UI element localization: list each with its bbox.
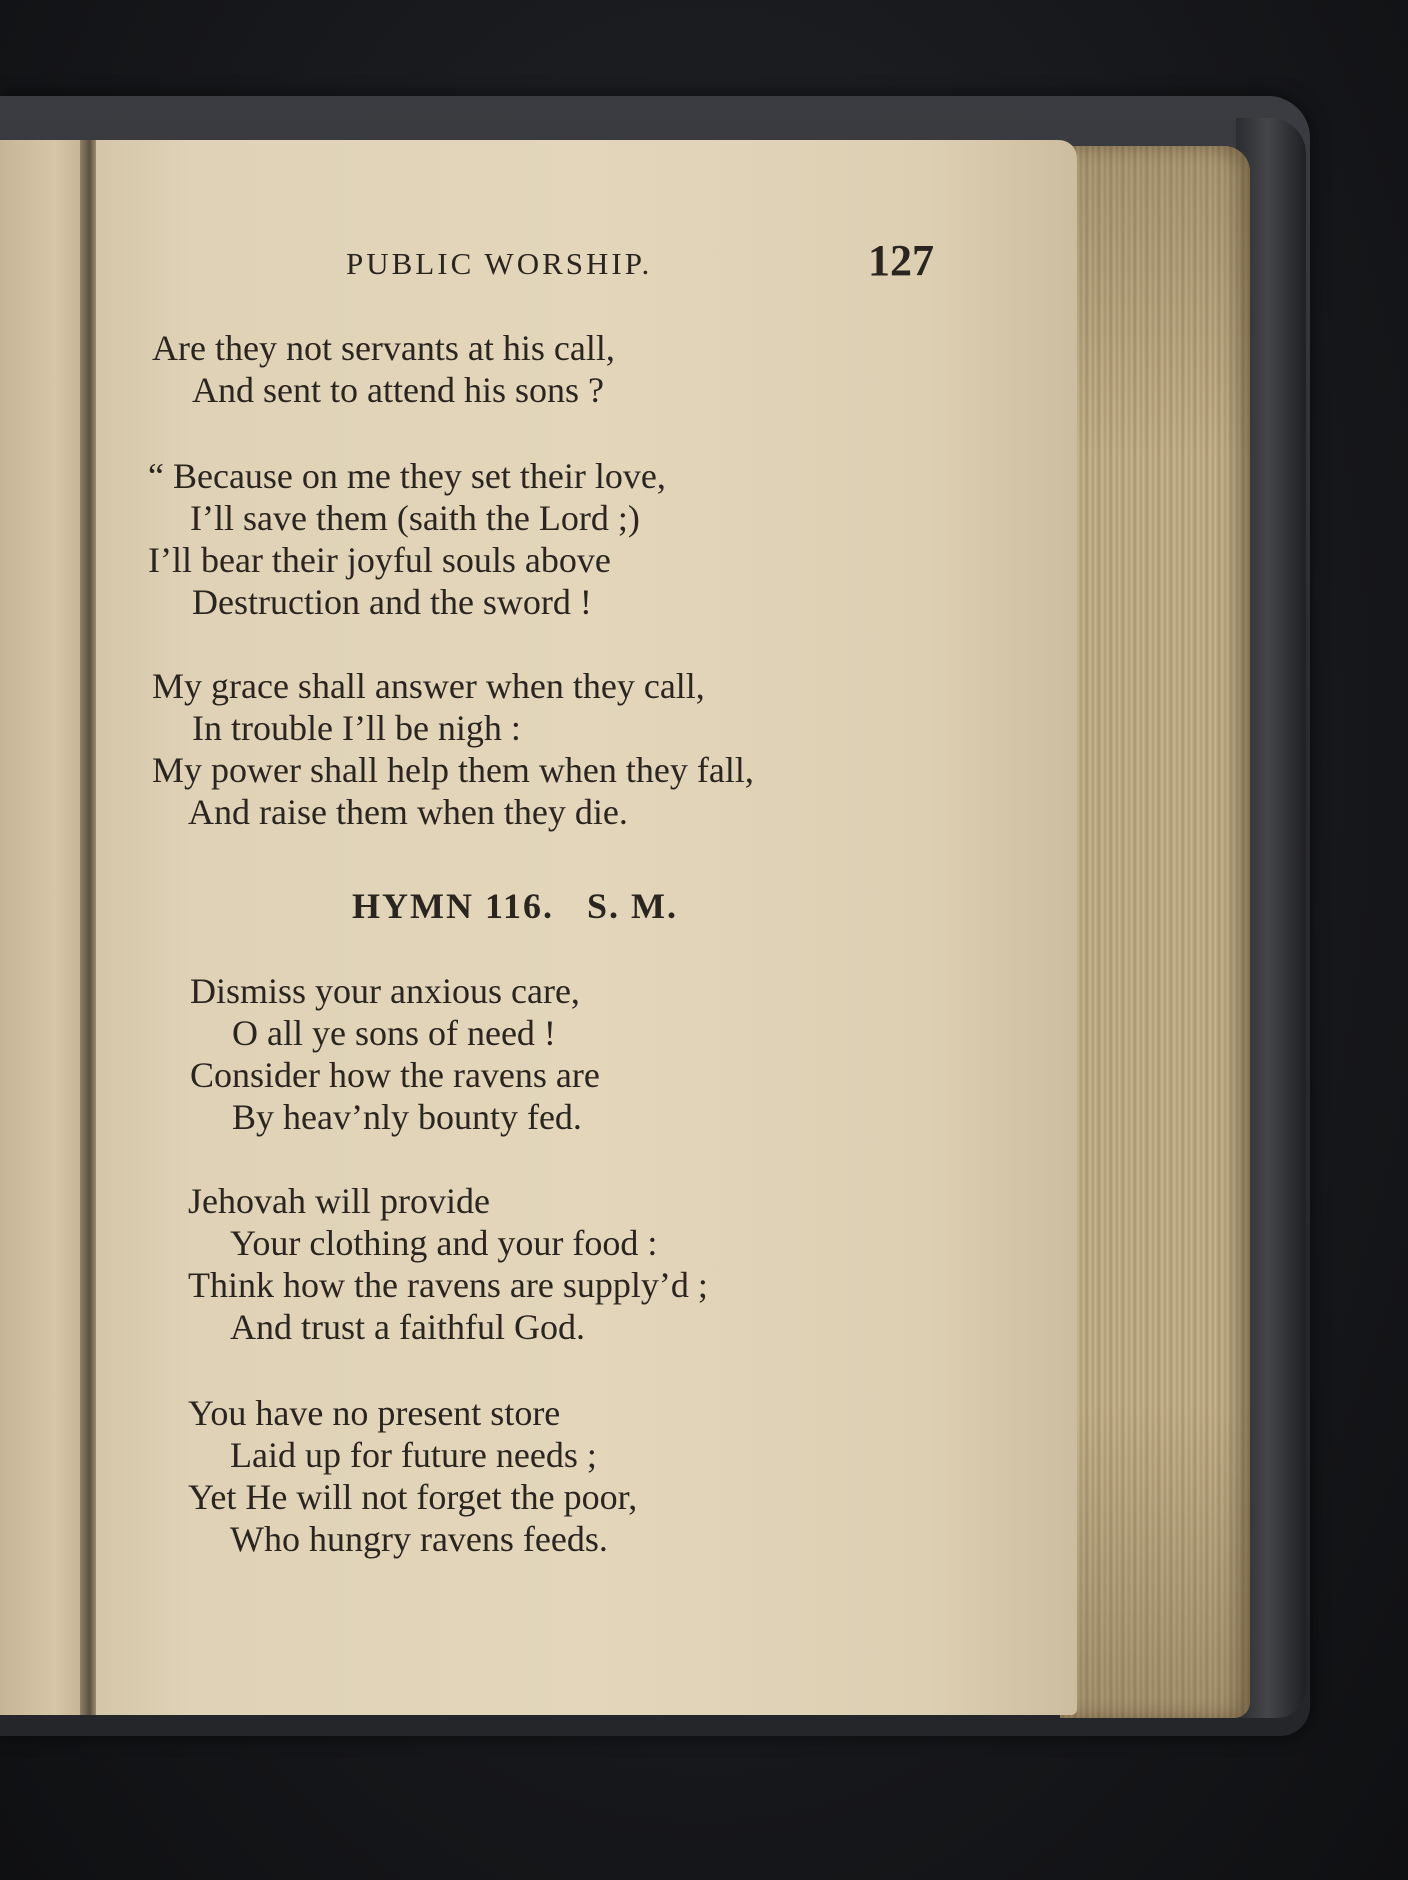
verse-line: And trust a faithful God. — [230, 1307, 585, 1347]
left-page — [0, 140, 92, 1715]
verse-line: Consider how the ravens are — [190, 1055, 600, 1095]
verse-line: In trouble I’ll be nigh : — [192, 708, 521, 748]
verse-line: Your clothing and your food : — [230, 1223, 658, 1263]
verse-line: You have no present store — [188, 1393, 561, 1433]
book-gutter — [80, 140, 96, 1715]
running-head: PUBLIC WORSHIP. — [346, 246, 653, 281]
verse-line: And raise them when they die. — [188, 792, 628, 832]
page-number: 127 — [868, 236, 934, 285]
stanza-top-2 — [148, 455, 666, 623]
verse-line: Laid up for future needs ; — [230, 1435, 597, 1475]
verse-line: My grace shall answer when they call, — [152, 666, 705, 706]
verse-line: My power shall help them when they fall, — [152, 750, 754, 790]
verse-line: By heav’nly bounty fed. — [232, 1097, 582, 1137]
verse-line: I’ll save them (saith the Lord ;) — [190, 498, 640, 538]
verse-line: “ Because on me they set their love, — [148, 456, 666, 496]
verse-line: Dismiss your anxious care, — [190, 971, 580, 1011]
verse-line: Are they not servants at his call, — [152, 328, 615, 368]
verse-line: And sent to attend his sons ? — [192, 370, 604, 410]
hymn-stanza-1 — [190, 970, 600, 1138]
verse-line: Who hungry ravens feeds. — [230, 1519, 608, 1559]
verse-line: Yet He will not forget the poor, — [188, 1477, 638, 1517]
hymn-title: HYMN 116. S. M. — [352, 886, 678, 926]
verse-line: Think how the ravens are supply’d ; — [188, 1265, 708, 1305]
stanza-top-1 — [152, 327, 615, 411]
stanza-top-3 — [152, 665, 754, 833]
hymn-stanza-2 — [188, 1180, 708, 1348]
hymn-stanza-3 — [188, 1392, 637, 1560]
verse-line: Jehovah will provide — [188, 1181, 490, 1221]
verse-line: I’ll bear their joyful souls above — [148, 540, 611, 580]
page-edges — [1060, 146, 1250, 1718]
verse-line: Destruction and the sword ! — [192, 582, 592, 622]
verse-line: O all ye sons of need ! — [232, 1013, 556, 1053]
